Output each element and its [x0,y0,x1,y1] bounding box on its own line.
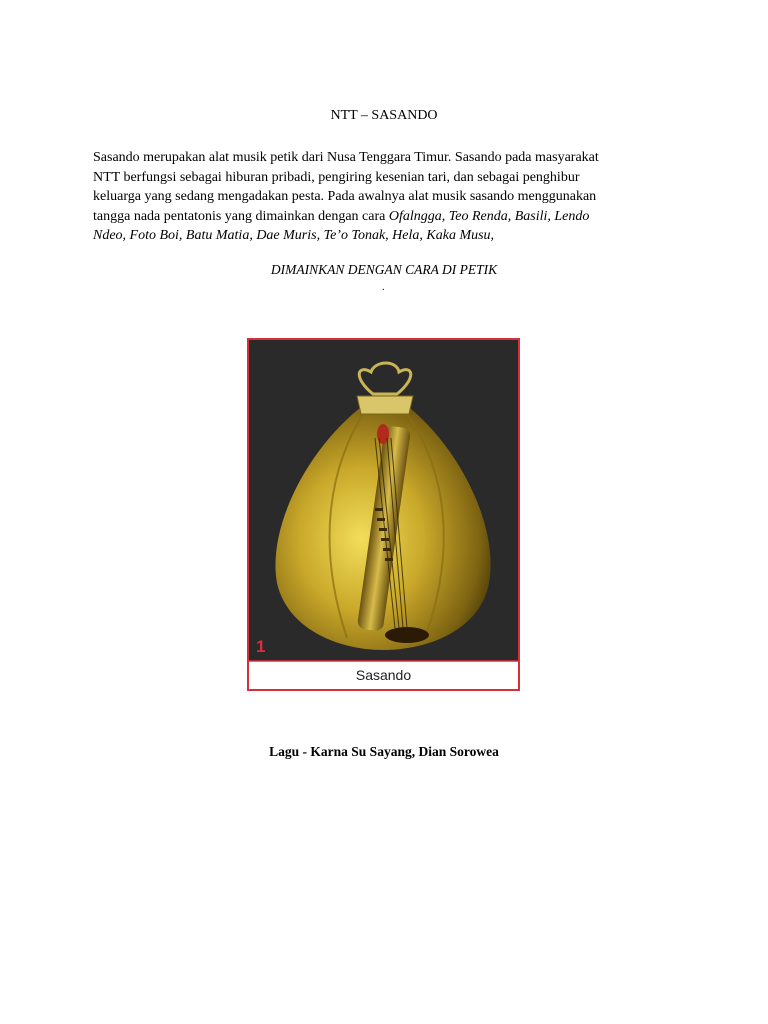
sasando-figure [247,338,520,691]
stray-dot: . [382,282,385,293]
sasando-image [247,338,520,691]
paragraph-line-2: NTT berfungsi sebagai hiburan pribadi, pengiring kesenian tari, dan sebagai penghibur [93,169,580,185]
figure-number: 1 [256,637,266,656]
playing-method-heading: DIMAINKAN DENGAN CARA DI PETIK [270,262,498,277]
playing-styles-part-1: Ofalngga, Teo Renda, Basili, Lendo [388,208,590,224]
figure-caption: Sasando [355,667,412,683]
songs-line: Lagu - Karna Su Sayang, Dian Sorowea [269,744,499,759]
top-binding [357,396,413,414]
document-title: NTT – SASANDO [330,108,438,123]
paragraph-line-4-text: tangga nada pentatonis yang dimainkan dengan cara [93,208,389,224]
paragraph-line-5 [93,226,663,246]
playing-styles-part-2: Ndeo, Foto Boi, Batu Matia, Dae Muris, Te’o Tonak, Hela, Kaka Musu, [93,228,495,243]
intro-paragraph [93,148,663,246]
paragraph-line-3: keluarga yang sedang mengadakan pesta. Pada awalnya alat musik sasando menggunakan [93,189,597,204]
paragraph-line-1: Sasando merupakan alat musik petik dari Nusa Tenggara Timur. Sasando pada masyarakat [93,150,599,165]
paragraph-line-4 [93,207,663,227]
instrument-base [385,627,429,643]
